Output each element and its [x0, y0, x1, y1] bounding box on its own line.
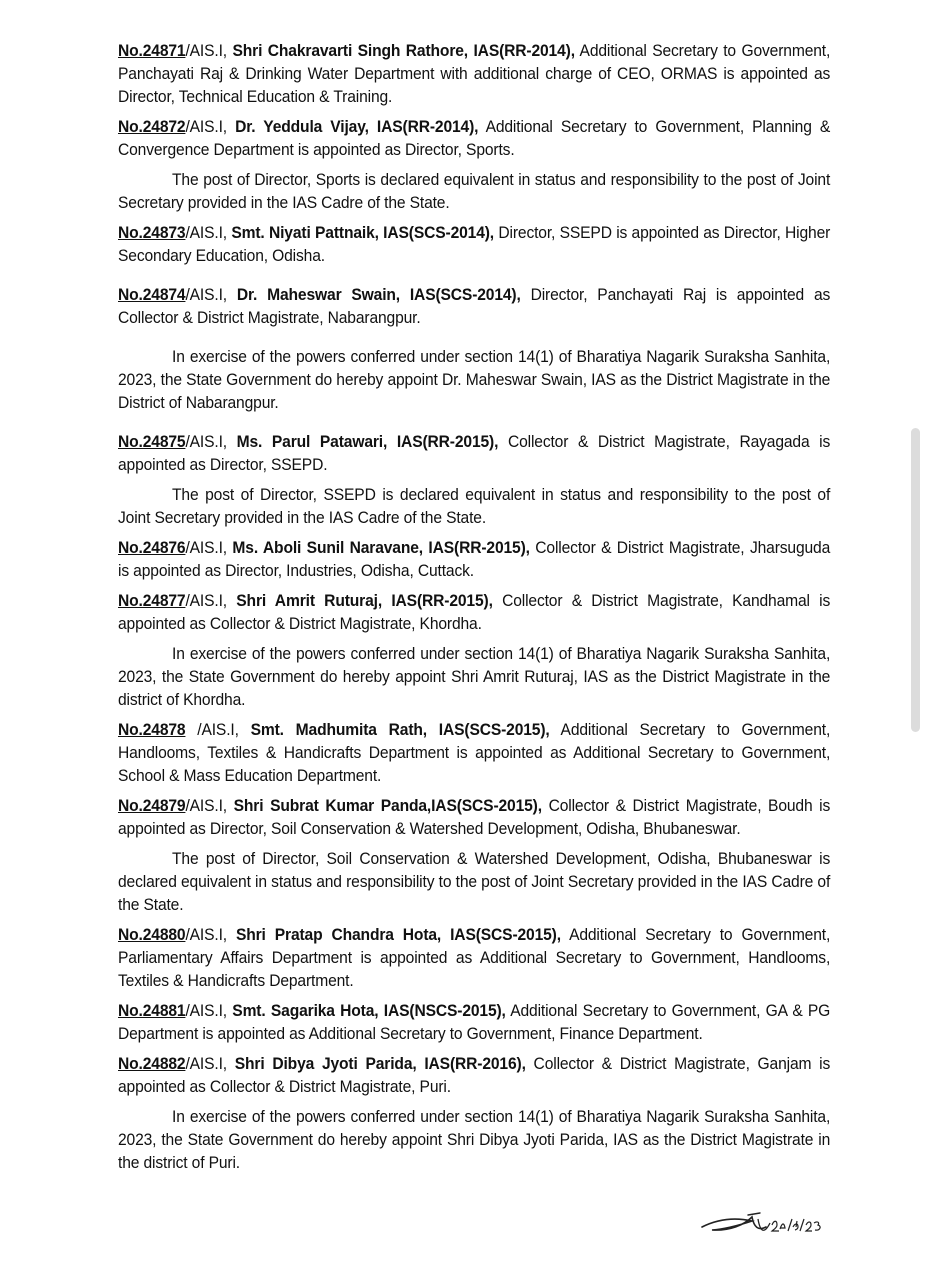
- officer-name: Smt. Niyati Pattnaik, IAS(SCS-2014),: [231, 224, 495, 242]
- order-code: /AIS.I,: [185, 539, 233, 557]
- officer-name: Smt. Sagarika Hota, IAS(NSCS-2015),: [232, 1002, 506, 1020]
- order-number: No.24873: [118, 224, 186, 242]
- order-paragraph: [118, 431, 830, 477]
- vertical-scrollbar[interactable]: [911, 428, 920, 732]
- order-number: No.24872: [118, 118, 186, 136]
- order-number: No.24882: [118, 1055, 186, 1073]
- order-paragraph: [118, 1053, 830, 1099]
- note-paragraph: The post of Director, Sports is declared equivalent in status and responsibility to the post of Joint Secretary provided in the IAS Cadre of the State.: [118, 171, 831, 212]
- order-paragraph: [118, 590, 830, 636]
- order-code: /AIS.I,: [185, 42, 233, 60]
- order-number: No.24876: [118, 539, 186, 557]
- order-text: Collector & District Magistrate, Jharsuguda is appointed as Director, Industries, Odisha, Cuttack.: [118, 539, 831, 580]
- officer-name: Ms. Parul Patawari, IAS(RR-2015),: [236, 433, 499, 451]
- order-code: /AIS.I,: [185, 1002, 233, 1020]
- order-number: No.24877: [118, 592, 186, 610]
- order-code: /AIS.I,: [185, 224, 232, 242]
- order-code: /AIS.I,: [185, 926, 236, 944]
- order-number: No.24880: [118, 926, 186, 944]
- officer-name: Shri Subrat Kumar Panda,IAS(SCS-2015),: [233, 797, 542, 815]
- order-paragraph: [118, 222, 830, 268]
- order-number: No.24881: [118, 1002, 186, 1020]
- order-text: Additional Secretary to Government, GA & PG Department is appointed as Additional Secretary to Government, Finance Department.: [118, 1002, 831, 1043]
- note-paragraph: The post of Director, Soil Conservation & Watershed Development, Odisha, Bhubaneswar is declared equivalent in status and responsibility to the post of Joint Secretary provided in the IAS Cadre of the State.: [118, 850, 831, 914]
- order-code: /AIS.I,: [185, 721, 251, 739]
- order-text: Additional Secretary to Government, Panchayati Raj & Drinking Water Department with additional charge of CEO, ORMAS is appointed as Director, Technical Education & Training.: [118, 42, 831, 106]
- order-paragraph: [118, 284, 830, 330]
- order-text: Additional Secretary to Government, Handlooms, Textiles & Handicrafts Department is appointed as Additional Secretary to Government, School & Mass Education Department.: [118, 721, 831, 785]
- order-code: /AIS.I,: [185, 1055, 235, 1073]
- order-code: /AIS.I,: [185, 592, 237, 610]
- order-code: /AIS.I,: [185, 433, 237, 451]
- order-paragraph: [118, 719, 830, 788]
- handwritten-signature: [700, 1203, 830, 1243]
- order-paragraph: [118, 795, 830, 841]
- order-number: No.24878: [118, 721, 186, 739]
- officer-name: Shri Dibya Jyoti Parida, IAS(RR-2016),: [234, 1055, 526, 1073]
- officer-name: Dr. Maheswar Swain, IAS(SCS-2014),: [236, 286, 521, 304]
- order-code: /AIS.I,: [185, 286, 237, 304]
- order-code: /AIS.I,: [185, 797, 234, 815]
- note-paragraph: In exercise of the powers conferred under section 14(1) of Bharatiya Nagarik Suraksha Sanhita, 2023, the State Government do hereby appoint Shri Dibya Jyoti Parida, IAS as the District Magistrate in the district of Puri.: [118, 1108, 831, 1172]
- officer-name: Shri Pratap Chandra Hota, IAS(SCS-2015),: [235, 926, 561, 944]
- order-text: Additional Secretary to Government, Planning & Convergence Department is appointed as Director, Sports.: [118, 118, 831, 159]
- order-code: /AIS.I,: [185, 118, 236, 136]
- officer-name: Ms. Aboli Sunil Naravane, IAS(RR-2015),: [232, 539, 530, 557]
- note-paragraph: In exercise of the powers conferred under section 14(1) of Bharatiya Nagarik Suraksha Sanhita, 2023, the State Government do hereby appoint Shri Amrit Ruturaj, IAS as the District Magistrate in the district of Khordha.: [118, 645, 831, 709]
- order-paragraph: [118, 40, 830, 109]
- order-text: Collector & District Magistrate, Rayagada is appointed as Director, SSEPD.: [118, 433, 831, 474]
- note-paragraph: In exercise of the powers conferred under section 14(1) of Bharatiya Nagarik Suraksha Sanhita, 2023, the State Government do hereby appoint Dr. Maheswar Swain, IAS as the District Magistrate in the District of Nabarangpur.: [118, 348, 831, 412]
- order-paragraph: [118, 116, 830, 162]
- order-paragraph: [118, 924, 830, 993]
- order-text: Director, SSEPD is appointed as Director, Higher Secondary Education, Odisha.: [118, 224, 831, 265]
- order-text: Collector & District Magistrate, Boudh is appointed as Director, Soil Conservation & Watershed Development, Odisha, Bhubaneswar.: [118, 797, 831, 838]
- order-number: No.24871: [118, 42, 186, 60]
- order-paragraph: [118, 537, 830, 583]
- order-text: Collector & District Magistrate, Ganjam is appointed as Collector & District Magistrate, Puri.: [118, 1055, 831, 1096]
- document-body: [118, 40, 830, 1175]
- officer-name: Shri Amrit Ruturaj, IAS(RR-2015),: [236, 592, 493, 610]
- order-text: Director, Panchayati Raj is appointed as Collector & District Magistrate, Nabarangpur.: [118, 286, 831, 327]
- order-text: Collector & District Magistrate, Kandhamal is appointed as Collector & District Magistrate, Khordha.: [118, 592, 831, 633]
- officer-name: Dr. Yeddula Vijay, IAS(RR-2014),: [235, 118, 479, 136]
- order-text: Additional Secretary to Government, Parliamentary Affairs Department is appointed as Additional Secretary to Government, Handlooms, Textiles & Handicrafts Department.: [118, 926, 831, 990]
- order-number: No.24875: [118, 433, 186, 451]
- order-number: No.24874: [118, 286, 186, 304]
- officer-name: Shri Chakravarti Singh Rathore, IAS(RR-2014),: [232, 42, 575, 60]
- officer-name: Smt. Madhumita Rath, IAS(SCS-2015),: [250, 721, 550, 739]
- note-paragraph: The post of Director, SSEPD is declared equivalent in status and responsibility to the post of Joint Secretary provided in the IAS Cadre of the State.: [118, 486, 831, 527]
- order-number: No.24879: [118, 797, 186, 815]
- order-paragraph: [118, 1000, 830, 1046]
